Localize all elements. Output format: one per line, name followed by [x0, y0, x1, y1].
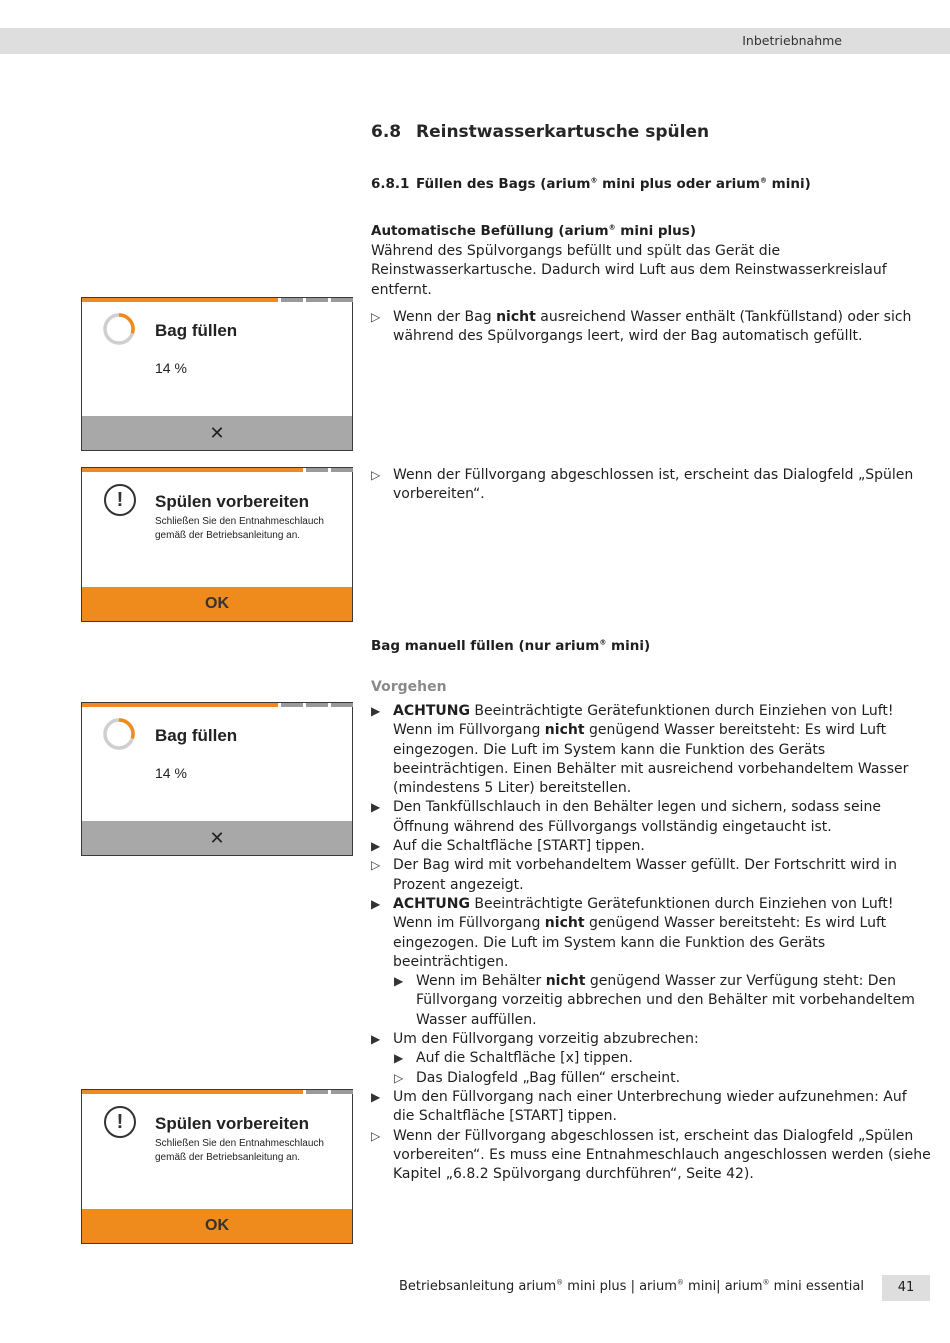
step-8: ▷ Wenn der Füllvorgang abgeschlossen ist, erscheint das Dialogfeld „Spülen vorbereiten“. Es muss eine Entnahmeschlauch angeschlossen werden (siehe Kapitel „6.8.2 Spülvorgang durchführen“, Seite 42). — [371, 1127, 931, 1183]
screen-title: Bag füllen — [155, 321, 238, 340]
action-marker-icon: ▶ — [371, 839, 381, 854]
action-marker-icon: ▶ — [394, 974, 404, 989]
action-marker-icon: ▶ — [371, 896, 381, 911]
cancel-button[interactable] — [82, 416, 352, 450]
cancel-button[interactable] — [82, 821, 352, 855]
screen-percent: 14 % — [155, 360, 187, 376]
screen-prepare-rinse-2 — [81, 1089, 353, 1244]
screen-message: Schließen Sie den Entnahmeschlauch gemäß der Betriebsanleitung an. — [155, 1138, 324, 1163]
procedure-label: Vorgehen — [371, 679, 447, 695]
section-number: 6.8 — [371, 122, 402, 142]
screen-bag-fill-1 — [81, 297, 353, 451]
auto-result-1: ▷ Wenn der Bag nicht ausreichend Wasser enthält (Tankfüllstand) oder sich während des Spülvorgangs leert, wird der Bag automatisch gefüllt. — [371, 308, 912, 345]
action-marker-icon: ▶ — [371, 1089, 381, 1104]
progress-bar — [82, 298, 278, 302]
screen-prepare-rinse-1 — [81, 467, 353, 622]
auto-fill-heading: Automatische Befüllung (arium® mini plus) — [371, 223, 697, 239]
action-marker-icon: ▶ — [371, 800, 381, 815]
screen-title: Bag füllen — [155, 726, 238, 745]
result-marker-icon: ▷ — [371, 468, 381, 482]
ok-button[interactable]: OK — [82, 587, 352, 621]
screen-title: Spülen vorbereiten — [155, 492, 309, 511]
step-6: ▶ Um den Füllvorgang vorzeitig abzubrechen: — [371, 1030, 931, 1049]
footer-document-title: Betriebsanleitung arium® mini plus | arium® mini| arium® mini essential — [398, 1278, 864, 1294]
auto-fill-block — [371, 223, 931, 346]
procedure-steps — [371, 702, 931, 1184]
result-marker-icon: ▷ — [371, 858, 381, 873]
running-header — [0, 28, 950, 54]
header-section: Inbetriebnahme — [742, 33, 842, 48]
result-marker-icon: ▷ — [371, 309, 381, 324]
step-6-sub-1: ▶ Auf die Schaltfläche [x] tippen. — [394, 1049, 931, 1068]
subsection-number: 6.8.1 — [371, 176, 410, 192]
step-1: ▶ ACHTUNG Beeinträchtigte Gerätefunktionen durch Einziehen von Luft! Wenn im Füllvorgang nicht genügend Wasser bereitsteht: Es wird Luft eingezogen. Die Luft im System kann die Funktion des Geräts beeinträchtigen. Einen Behälter mit ausreichend vorbehandeltem Wasser (mindestens 5 Liter) bereitstellen. — [371, 703, 909, 797]
auto-result-2-block — [371, 466, 931, 505]
subsection-heading: 6.8.1 Füllen des Bags (arium® mini plus oder arium® mini) — [371, 176, 811, 192]
step-6-sub-2: ▷ Das Dialogfeld „Bag füllen“ erscheint. — [394, 1069, 931, 1088]
auto-fill-intro: Während des Spülvorgangs befüllt und spült das Gerät die Reinstwasserkartusche. Dadurch wird Luft aus dem Reinstwasserkreislauf entfernt. — [371, 243, 887, 298]
action-marker-icon: ▶ — [394, 1051, 404, 1066]
section-heading — [371, 122, 709, 142]
close-icon: ✕ — [209, 422, 225, 444]
result-marker-icon: ▷ — [371, 1128, 381, 1143]
step-3: ▶ Auf die Schaltfläche [START] tippen. — [371, 837, 931, 856]
page-number: 41 — [882, 1275, 930, 1301]
warning-icon: ! — [104, 1106, 136, 1138]
auto-result-2: ▷ Wenn der Füllvorgang abgeschlossen ist, erscheint das Dialogfeld „Spülen vorbereiten“. — [371, 467, 914, 503]
result-marker-icon: ▷ — [394, 1070, 404, 1085]
step-5: ▶ ACHTUNG Beeinträchtigte Gerätefunktionen durch Einziehen von Luft! Wenn im Füllvorgang nicht genügend Wasser bereitsteht: Es wird Luft eingezogen. Die Luft im System kann die Funktion des Geräts beeinträchtigen. — [371, 895, 894, 970]
section-title: Reinstwasserkartusche spülen — [416, 122, 710, 142]
screen-title: Spülen vorbereiten — [155, 1114, 309, 1133]
warning-icon: ! — [104, 484, 136, 516]
action-marker-icon: ▶ — [371, 1032, 381, 1047]
action-marker-icon: ▶ — [371, 704, 381, 718]
progress-ring-icon — [102, 312, 136, 346]
progress-ring-icon — [102, 717, 136, 751]
step-2: ▶ Den Tankfüllschlauch in den Behälter legen und sichern, sodass seine Öffnung während des Füllvorgangs vollständig eingetaucht ist. — [371, 799, 881, 835]
manual-fill-heading: Bag manuell füllen (nur arium® mini) — [371, 638, 651, 654]
step-7: ▶ Um den Füllvorgang nach einer Unterbrechung wieder aufzunehmen: Auf die Schaltfläche [START] tippen. — [371, 1088, 907, 1125]
close-icon: ✕ — [209, 827, 225, 849]
step-4: ▷ Der Bag wird mit vorbehandeltem Wasser gefüllt. Der Fortschritt wird in Prozent angezeigt. — [371, 857, 898, 893]
ok-button[interactable]: OK — [82, 1209, 352, 1243]
screen-percent: 14 % — [155, 765, 187, 781]
screen-bag-fill-2 — [81, 702, 353, 856]
screen-message: Schließen Sie den Entnahmeschlauch gemäß der Betriebsanleitung an. — [155, 516, 324, 541]
step-5-sub: ▶ Wenn im Behälter nicht genügend Wasser zur Verfügung steht: Den Füllvorgang vorzeitig abbrechen und den Behälter mit vorbehandeltem Wasser auffüllen. — [394, 973, 915, 1028]
